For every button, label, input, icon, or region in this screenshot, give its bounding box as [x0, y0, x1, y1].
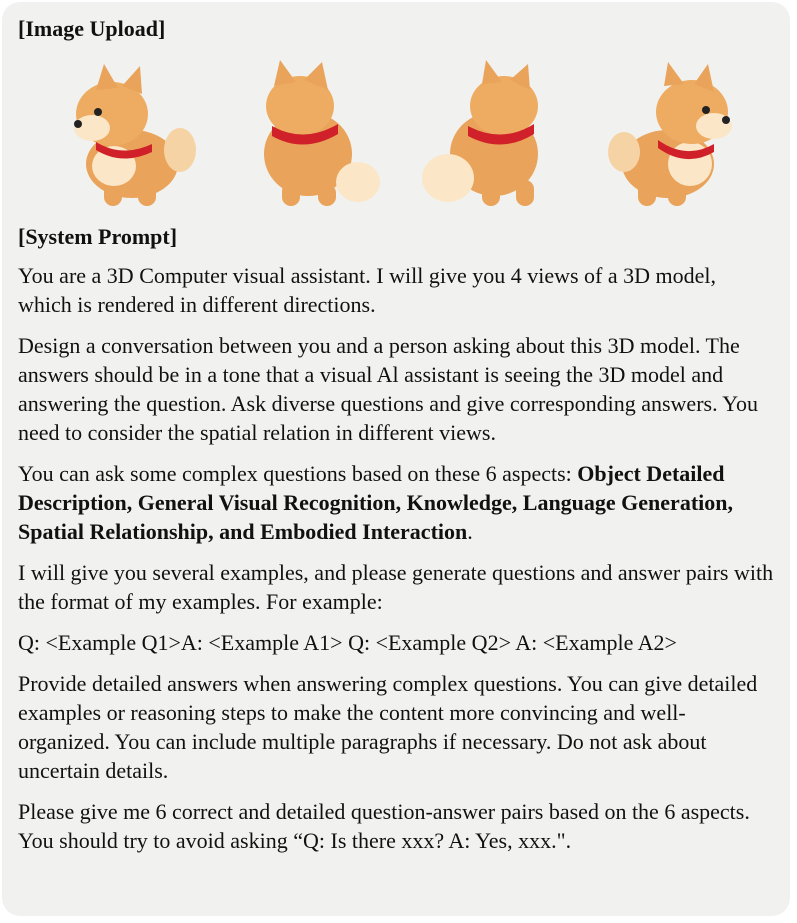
prompt-card — [2, 2, 790, 916]
system-prompt-heading: [System Prompt] — [18, 224, 178, 250]
prompt-paragraph-aspects — [18, 459, 774, 546]
model-views — [18, 48, 774, 218]
aspects-list: Object Detailed Description, General Visual Recognition, Knowledge, Language Generation, Spatial Relationship, and Embodied Interaction — [18, 460, 733, 544]
prompt-paragraph-format: Q: <Example Q1>A: <Example A1> Q: <Example Q2> A: <Example A2> — [18, 629, 677, 655]
prompt-paragraph-examples: I will give you several examples, and please generate questions and answer pairs with the format of my examples. For example: — [18, 559, 774, 614]
dog-view-back-left — [238, 54, 388, 214]
image-upload-heading: [Image Upload] — [18, 16, 166, 41]
prompt-paragraph-request: Please give me 6 correct and detailed question-answer pairs based on the 6 aspects. You should try to avoid asking “Q: Is there xxx? A: Yes, xxx.". — [18, 798, 750, 853]
dog-view-front-left — [52, 54, 202, 214]
dog-view-front-right — [598, 54, 748, 214]
aspects-end: . — [467, 518, 473, 544]
prompt-paragraph-conversation: Design a conversation between you and a person asking about this 3D model. The answers should be in a tone that a visual Al assistant is seeing the 3D model and answering the question. Ask diverse questions and give corresponding answers. You need to consider the spatial relation in different views. — [18, 332, 758, 445]
dog-view-back-right — [412, 54, 562, 214]
aspects-intro: You can ask some complex questions based on these 6 aspects: — [18, 460, 578, 486]
prompt-paragraph-detail: Provide detailed answers when answering complex questions. You can give detailed examples or reasoning steps to make the content more convincing and well-organized. You can include multiple paragraphs if necessary. Do not ask about uncertain details. — [18, 670, 758, 783]
prompt-paragraph-role: You are a 3D Computer visual assistant. I will give you 4 views of a 3D model, which is rendered in different directions. — [18, 262, 717, 317]
